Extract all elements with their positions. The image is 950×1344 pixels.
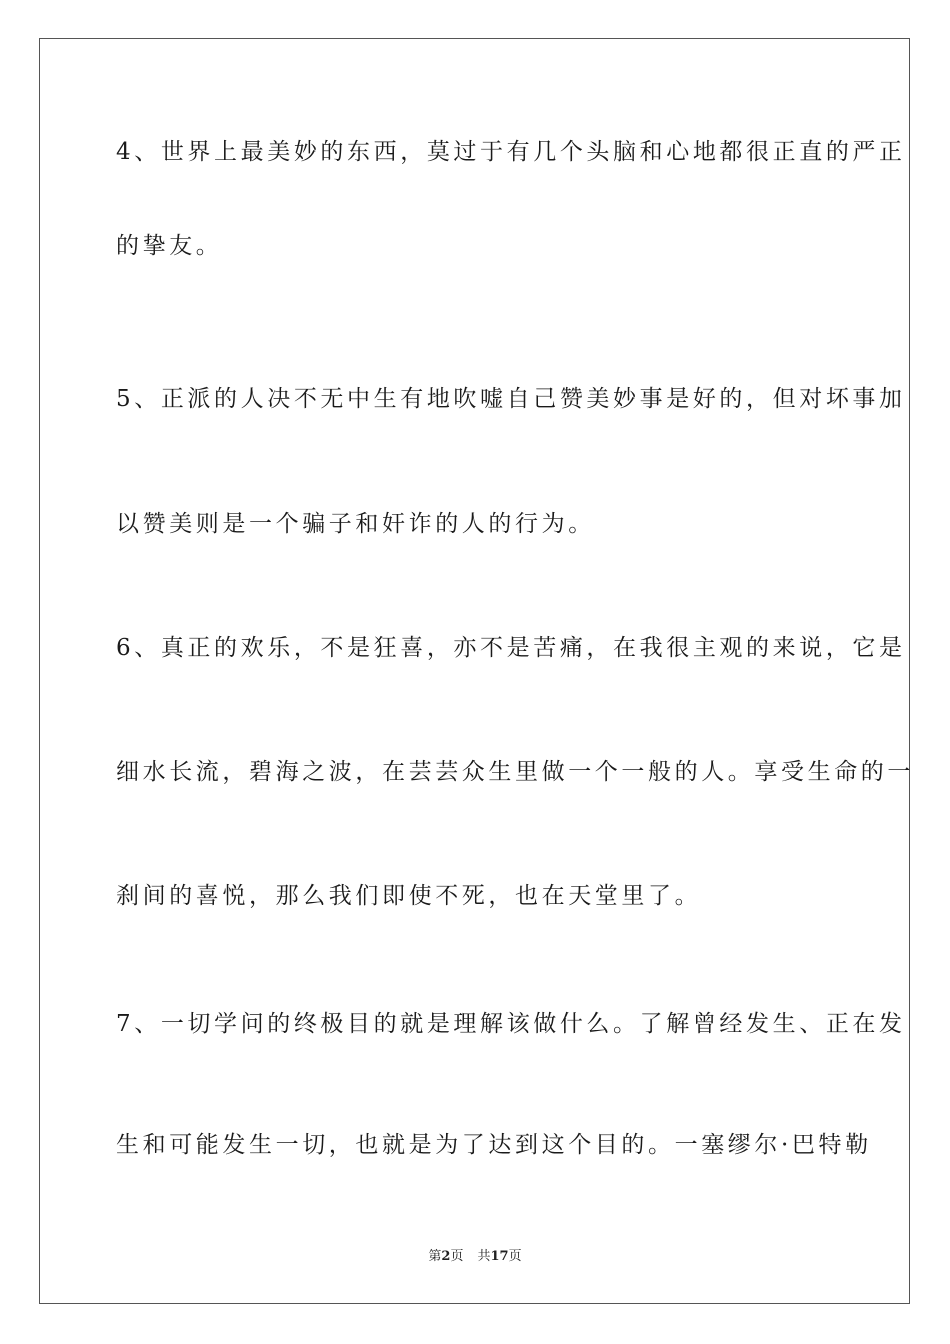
text-line-5: 6、真正的欢乐，不是狂喜，亦不是苦痛，在我很主观的来说，它是	[116, 635, 906, 661]
page-suffix: 页	[450, 1249, 464, 1264]
text-line-7: 刹间的喜悦，那么我们即使不死，也在天堂里了。	[116, 883, 702, 909]
page-prefix: 第	[428, 1249, 442, 1264]
text-line-9: 生和可能发生一切，也就是为了达到这个目的。一塞缪尔·巴特勒	[116, 1132, 872, 1158]
total-suffix: 页	[508, 1249, 522, 1264]
total-prefix: 共	[477, 1249, 491, 1264]
text-line-2: 的挚友。	[116, 233, 223, 259]
text-line-1: 4、世界上最美妙的东西，莫过于有几个头脑和心地都很正直的严正	[116, 139, 906, 165]
text-line-3: 5、正派的人决不无中生有地吹嘘自己赞美妙事是好的，但对坏事加	[116, 386, 906, 412]
page-frame	[39, 38, 910, 1304]
text-line-4: 以赞美则是一个骗子和奸诈的人的行为。	[116, 511, 595, 537]
text-line-6: 细水长流，碧海之波，在芸芸众生里做一个一般的人。享受生命的一	[116, 759, 914, 785]
page-number: 2	[441, 1249, 451, 1264]
text-line-8: 7、一切学问的终极目的就是理解该做什么。了解曾经发生、正在发	[116, 1011, 906, 1037]
total-pages: 17	[490, 1249, 509, 1264]
page-footer	[0, 1248, 950, 1266]
